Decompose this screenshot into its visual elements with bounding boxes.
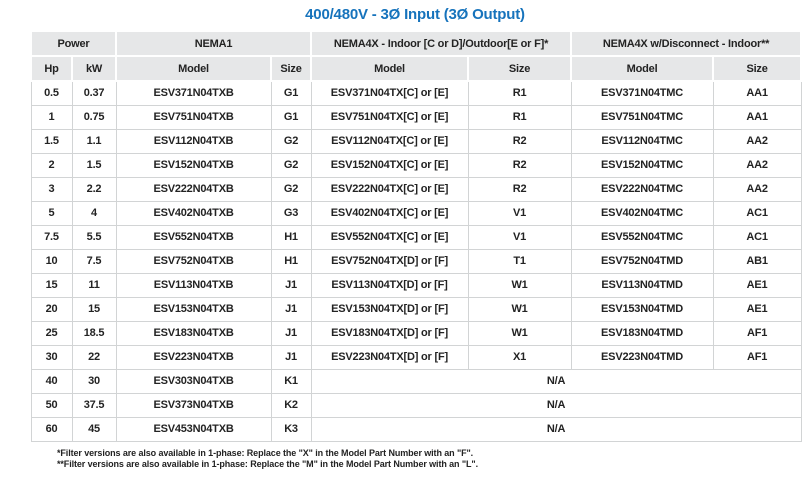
cell-nema1-model: ESV371N04TXB (116, 81, 271, 106)
cell-disconnect-model: ESV751N04TMC (571, 106, 713, 130)
table-row (31, 250, 801, 274)
cell-hp: 10 (31, 250, 72, 274)
group-header-nema4x-disconnect: NEMA4X w/Disconnect - Indoor** (571, 31, 801, 56)
col-header-nema1-size: Size (271, 56, 311, 81)
cell-kw: 18.5 (72, 322, 116, 346)
cell-nema4x-size: V1 (468, 226, 571, 250)
cell-disconnect-model: ESV183N04TMD (571, 322, 713, 346)
cell-nema1-model: ESV222N04TXB (116, 178, 271, 202)
cell-hp: 50 (31, 394, 72, 418)
cell-nema4x-size: T1 (468, 250, 571, 274)
cell-nema4x-model: ESV152N04TX[C] or [E] (311, 154, 468, 178)
table-row (31, 370, 801, 394)
cell-kw: 4 (72, 202, 116, 226)
cell-nema1-size: J1 (271, 298, 311, 322)
cell-disconnect-size: AB1 (713, 250, 801, 274)
cell-disconnect-size: AE1 (713, 298, 801, 322)
cell-nema1-model: ESV303N04TXB (116, 370, 271, 394)
cell-nema4x-size: R1 (468, 106, 571, 130)
cell-nema1-size: J1 (271, 322, 311, 346)
group-header-row (31, 31, 801, 56)
cell-disconnect-model: ESV552N04TMC (571, 226, 713, 250)
cell-nema1-size: G1 (271, 81, 311, 106)
col-header-nema1-model: Model (116, 56, 271, 81)
cell-disconnect-model: ESV152N04TMC (571, 154, 713, 178)
cell-hp: 15 (31, 274, 72, 298)
cell-kw: 0.37 (72, 81, 116, 106)
cell-kw: 1.1 (72, 130, 116, 154)
cell-kw: 45 (72, 418, 116, 442)
cell-nema1-model: ESV152N04TXB (116, 154, 271, 178)
cell-disconnect-model: ESV402N04TMC (571, 202, 713, 226)
cell-nema4x-model: ESV223N04TX[D] or [F] (311, 346, 468, 370)
cell-hp: 7.5 (31, 226, 72, 250)
cell-disconnect-model: ESV223N04TMD (571, 346, 713, 370)
cell-nema1-size: K3 (271, 418, 311, 442)
table-row (31, 226, 801, 250)
cell-nema1-size: J1 (271, 346, 311, 370)
cell-nema4x-model: ESV752N04TX[D] or [F] (311, 250, 468, 274)
cell-disconnect-size: AA2 (713, 154, 801, 178)
cell-nema4x-size: X1 (468, 346, 571, 370)
cell-hp: 30 (31, 346, 72, 370)
group-header-nema1: NEMA1 (116, 31, 311, 56)
table-row (31, 106, 801, 130)
cell-hp: 2 (31, 154, 72, 178)
cell-hp: 1.5 (31, 130, 72, 154)
cell-nema1-model: ESV752N04TXB (116, 250, 271, 274)
col-header-kw: kW (72, 56, 116, 81)
table-row (31, 178, 801, 202)
cell-nema4x-size: W1 (468, 274, 571, 298)
col-header-hp: Hp (31, 56, 72, 81)
cell-nema4x-model: ESV112N04TX[C] or [E] (311, 130, 468, 154)
cell-disconnect-model: ESV371N04TMC (571, 81, 713, 106)
cell-nema4x-size: R2 (468, 178, 571, 202)
cell-nema4x-size: W1 (468, 322, 571, 346)
cell-hp: 0.5 (31, 81, 72, 106)
cell-nema1-size: K1 (271, 370, 311, 394)
cell-nema4x-size: R2 (468, 130, 571, 154)
group-header-nema4x: NEMA4X - Indoor [C or D]/Outdoor[E or F]* (311, 31, 571, 56)
cell-kw: 2.2 (72, 178, 116, 202)
cell-nema1-size: K2 (271, 394, 311, 418)
cell-kw: 7.5 (72, 250, 116, 274)
cell-hp: 60 (31, 418, 72, 442)
cell-nema4x-size: V1 (468, 202, 571, 226)
cell-disconnect-model: ESV112N04TMC (571, 130, 713, 154)
cell-nema1-model: ESV223N04TXB (116, 346, 271, 370)
cell-hp: 40 (31, 370, 72, 394)
cell-nema4x-model: ESV183N04TX[D] or [F] (311, 322, 468, 346)
cell-disconnect-model: ESV222N04TMC (571, 178, 713, 202)
cell-kw: 5.5 (72, 226, 116, 250)
drive-selection-table (30, 30, 802, 442)
cell-kw: 30 (72, 370, 116, 394)
table-row (31, 298, 801, 322)
cell-nema1-model: ESV751N04TXB (116, 106, 271, 130)
cell-hp: 5 (31, 202, 72, 226)
page-title: 400/480V - 3Ø Input (3Ø Output) (305, 6, 525, 23)
cell-nema1-size: H1 (271, 226, 311, 250)
table-row (31, 346, 801, 370)
cell-hp: 20 (31, 298, 72, 322)
cell-disconnect-size: AA2 (713, 130, 801, 154)
cell-nema4x-model: ESV222N04TX[C] or [E] (311, 178, 468, 202)
cell-nema4x-size: W1 (468, 298, 571, 322)
cell-hp: 3 (31, 178, 72, 202)
sub-header-row (31, 56, 801, 81)
cell-disconnect-size: AE1 (713, 274, 801, 298)
cell-nema4x-model: ESV113N04TX[D] or [F] (311, 274, 468, 298)
table-row (31, 130, 801, 154)
col-header-disconnect-size: Size (713, 56, 801, 81)
cell-nema1-size: G2 (271, 154, 311, 178)
cell-nema4x-size: R2 (468, 154, 571, 178)
table-row (31, 274, 801, 298)
table-row (31, 202, 801, 226)
cell-nema4x-model: ESV371N04TX[C] or [E] (311, 81, 468, 106)
cell-nema4x-model: ESV402N04TX[C] or [E] (311, 202, 468, 226)
cell-disconnect-model: ESV113N04TMD (571, 274, 713, 298)
cell-disconnect-size: AA2 (713, 178, 801, 202)
col-header-disconnect-model: Model (571, 56, 713, 81)
cell-hp: 25 (31, 322, 72, 346)
cell-kw: 15 (72, 298, 116, 322)
cell-nema4x-size: R1 (468, 81, 571, 106)
cell-disconnect-model: ESV752N04TMD (571, 250, 713, 274)
cell-nema1-model: ESV112N04TXB (116, 130, 271, 154)
cell-kw: 22 (72, 346, 116, 370)
cell-disconnect-size: AF1 (713, 322, 801, 346)
cell-kw: 0.75 (72, 106, 116, 130)
cell-kw: 11 (72, 274, 116, 298)
cell-hp: 1 (31, 106, 72, 130)
na-cell: N/A (311, 418, 801, 442)
cell-nema1-model: ESV552N04TXB (116, 226, 271, 250)
cell-nema1-size: G2 (271, 178, 311, 202)
cell-nema1-size: G1 (271, 106, 311, 130)
cell-nema1-model: ESV373N04TXB (116, 394, 271, 418)
cell-nema1-model: ESV183N04TXB (116, 322, 271, 346)
table-row (31, 154, 801, 178)
na-cell: N/A (311, 370, 801, 394)
cell-disconnect-size: AF1 (713, 346, 801, 370)
cell-nema4x-model: ESV153N04TX[D] or [F] (311, 298, 468, 322)
cell-disconnect-size: AA1 (713, 81, 801, 106)
footnote-filter-x: *Filter versions are also available in 1-phase: Replace the "X" in the Model Part Number with an "F". (57, 448, 474, 458)
cell-nema1-model: ESV153N04TXB (116, 298, 271, 322)
na-cell: N/A (311, 394, 801, 418)
cell-nema1-model: ESV402N04TXB (116, 202, 271, 226)
cell-disconnect-size: AC1 (713, 202, 801, 226)
table-row (31, 394, 801, 418)
cell-kw: 1.5 (72, 154, 116, 178)
group-header-power: Power (31, 31, 116, 56)
cell-nema4x-model: ESV751N04TX[C] or [E] (311, 106, 468, 130)
cell-nema1-model: ESV453N04TXB (116, 418, 271, 442)
cell-kw: 37.5 (72, 394, 116, 418)
cell-nema1-size: G3 (271, 202, 311, 226)
footnotes (57, 448, 812, 470)
col-header-nema4x-size: Size (468, 56, 571, 81)
cell-disconnect-size: AA1 (713, 106, 801, 130)
footnote-filter-m: **Filter versions are also available in 1-phase: Replace the "M" in the Model Part Number with an "L". (57, 459, 478, 469)
table-row (31, 81, 801, 106)
cell-disconnect-model: ESV153N04TMD (571, 298, 713, 322)
cell-nema4x-model: ESV552N04TX[C] or [E] (311, 226, 468, 250)
cell-nema1-size: J1 (271, 274, 311, 298)
cell-nema1-size: H1 (271, 250, 311, 274)
cell-disconnect-size: AC1 (713, 226, 801, 250)
col-header-nema4x-model: Model (311, 56, 468, 81)
cell-nema1-model: ESV113N04TXB (116, 274, 271, 298)
table-row (31, 322, 801, 346)
table-row (31, 418, 801, 442)
cell-nema1-size: G2 (271, 130, 311, 154)
